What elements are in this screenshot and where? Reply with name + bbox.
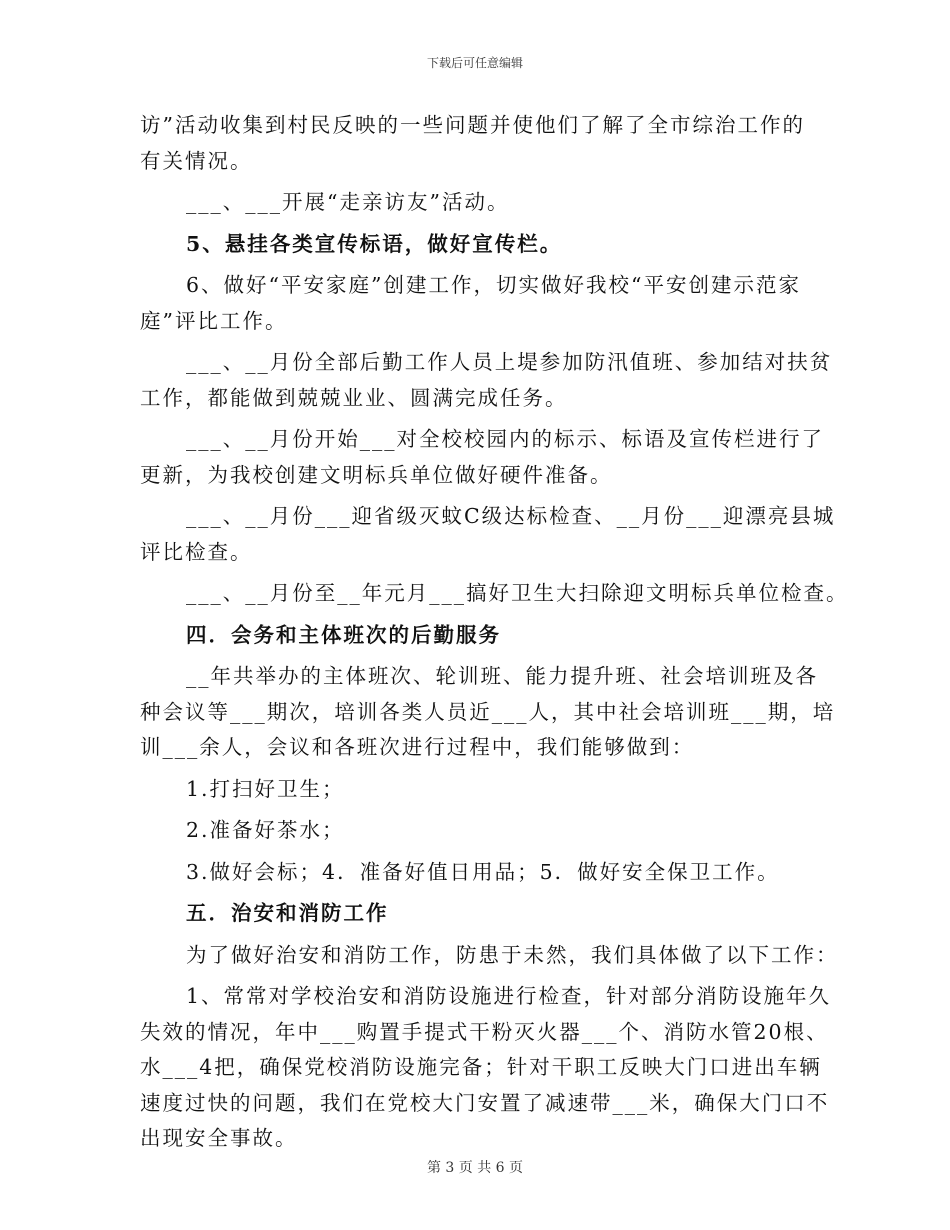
text-line: 3.做好会标；4．准备好值日用品；5．做好安全保卫工作。 [186, 859, 780, 884]
text-line: 五．治安和消防工作 [186, 901, 389, 925]
section-heading [140, 896, 812, 932]
text-line: 速度过快的问题，我们在党校大门安置了减速带___米，确保大门口不 [140, 1090, 830, 1115]
text-line: 评比检查。 [140, 539, 253, 564]
paragraph [140, 772, 812, 808]
paragraph [140, 938, 839, 974]
text-line: 1.打扫好卫生； [186, 776, 345, 801]
text-line: ___、___开展“走亲访友”活动。 [186, 190, 510, 214]
paragraph [140, 855, 812, 891]
page-footer: 第 3 页 共 6 页 [426, 1160, 524, 1176]
paragraph [140, 979, 832, 1157]
paragraph [140, 185, 812, 221]
section-heading [140, 227, 812, 263]
text-line: ___、__月份至__年元月___搞好卫生大扫除迎文明标兵单位检查。 [186, 581, 849, 605]
paragraph [140, 345, 833, 416]
text-line: ___、__月份开始___对全校校园内的标示、标语及宣传栏进行了 [186, 427, 824, 451]
text-line: ___、__月份___迎省级灭蚊C级达标检查、__月份___迎漂亮县城 [186, 504, 836, 528]
text-line: 水___4把，确保党校消防设施完备；针对干职工反映大门口进出车辆 [140, 1055, 822, 1079]
text-line: 有关情况。 [140, 148, 253, 173]
text-line: 更新，为我校创建文明标兵单位做好硬件准备。 [140, 462, 613, 487]
paragraph [140, 108, 812, 179]
text-line: 训___余人，会议和各班次进行过程中，我们能够做到： [140, 735, 695, 759]
paragraph [140, 499, 836, 570]
text-line: 2.准备好茶水； [186, 818, 345, 842]
paragraph [140, 813, 812, 849]
paragraph [140, 422, 824, 493]
text-line: 四．会务和主体班次的后勤服务 [186, 622, 501, 647]
text-line: 6、做好“平安家庭”创建工作，切实做好我校“平安创建示范家 [186, 273, 801, 297]
paragraph [140, 659, 836, 766]
text-line: 工作，都能做到兢兢业业、圆满完成任务。 [140, 385, 568, 410]
paragraph [140, 576, 849, 612]
text-line: 访”活动收集到村民反映的一些问题并使他们了解了全市综治工作的 [140, 113, 805, 137]
text-line: 5、悬挂各类宣传标语，做好宣传栏。 [186, 231, 563, 256]
paragraph [140, 268, 812, 339]
text-line: 1、常常对学校治安和消防设施进行检查，针对部分消防设施年久 [186, 984, 832, 1008]
section-heading [140, 618, 812, 654]
text-line: 种会议等___期次，培训各类人员近___人，其中社会培训班___期，培 [140, 699, 836, 724]
text-line: ___、__月份全部后勤工作人员上堤参加防汛值班、参加结对扶贫 [186, 350, 833, 374]
text-line: 失效的情况，年中___购置手提式干粉灭火器___个、消防水管20根、 [140, 1019, 829, 1044]
text-line: __年共举办的主体班次、轮训班、能力提升班、社会培训班及各 [186, 664, 818, 688]
document-body [140, 108, 849, 1163]
page-header: 下载后可任意编辑 [426, 56, 523, 70]
text-line: 出现安全事故。 [140, 1126, 298, 1150]
text-line: 为了做好治安和消防工作，防患于未然，我们具体做了以下工作： [186, 942, 839, 967]
text-line: 庭”评比工作。 [140, 308, 288, 333]
